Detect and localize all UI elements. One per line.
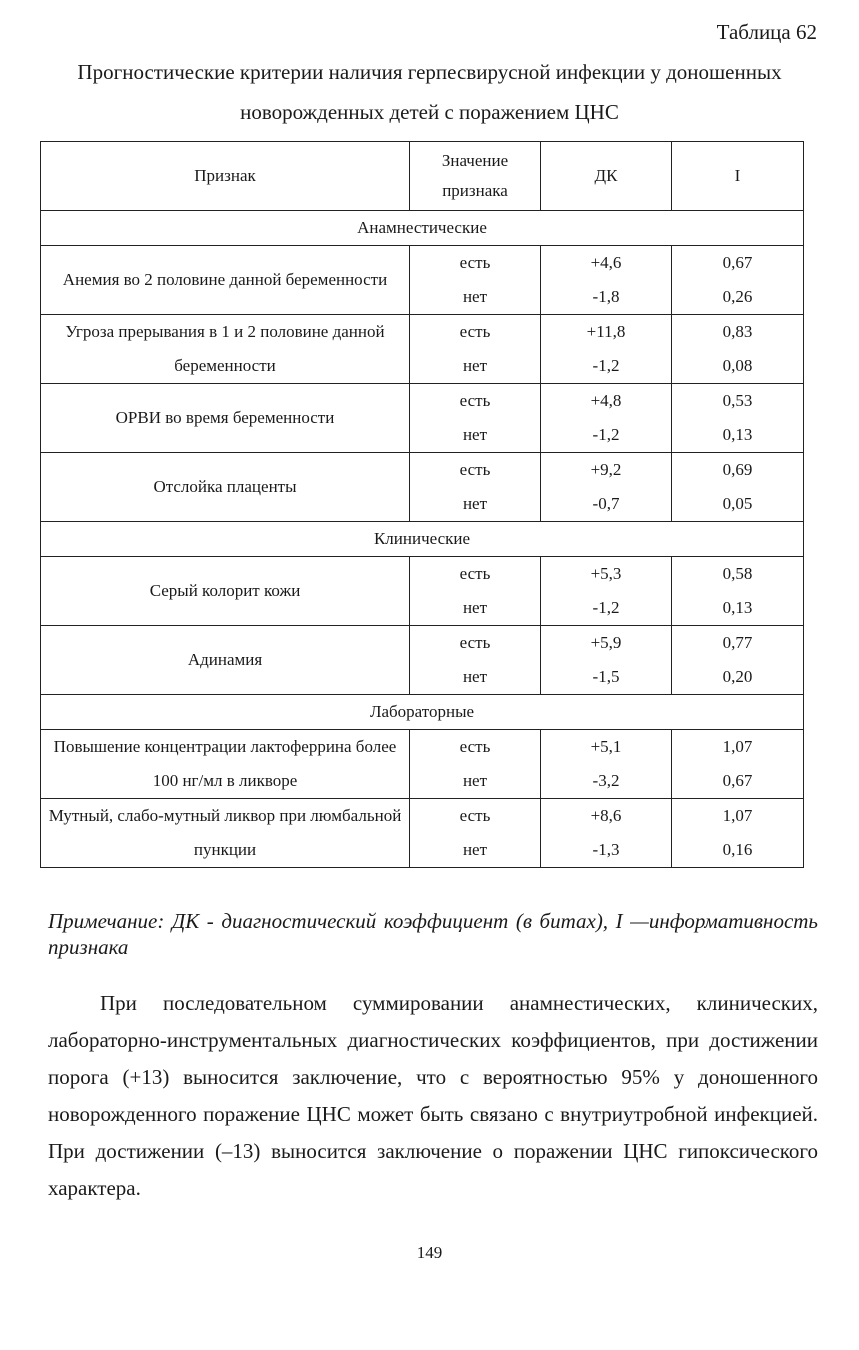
value-cell: есть [410,557,541,592]
table-row [41,626,804,661]
feature-cell: Серый колорит кожи [41,557,410,626]
value-cell: нет [410,280,541,315]
table-note: Примечание: ДК - диагностический коэффициент (в битах), I —информативность признака [48,909,818,959]
i-cell: 1,07 [672,730,804,765]
header-value [410,142,541,211]
table-body [41,211,804,868]
i-cell: 0,05 [672,487,804,522]
i-cell: 0,67 [672,246,804,281]
value-cell: есть [410,246,541,281]
i-cell: 0,13 [672,418,804,453]
value-cell: нет [410,418,541,453]
dk-cell: +9,2 [541,453,672,488]
feature-cell: Отслойка плаценты [41,453,410,522]
dk-cell: +4,6 [541,246,672,281]
table-row [41,557,804,592]
header-i: I [672,142,804,211]
value-cell: есть [410,453,541,488]
page-number: 149 [416,1243,443,1262]
i-cell: 0,69 [672,453,804,488]
group-heading: Клинические [41,522,804,557]
feature-cell: Мутный, слабо-мутный ликвор при люмбальной пункции [41,799,410,868]
i-cell: 0,83 [672,315,804,350]
group-row [41,522,804,557]
dk-cell: -1,8 [541,280,672,315]
value-cell: есть [410,626,541,661]
i-cell: 0,08 [672,349,804,384]
dk-cell: +5,1 [541,730,672,765]
value-cell: нет [410,764,541,799]
i-cell: 0,20 [672,660,804,695]
i-cell: 0,16 [672,833,804,868]
header-value-line2: признака [442,181,508,200]
body-paragraph: При последовательном суммировании анамнестических, клинических, лабораторно-инструментальных диагностических коэффициентов, при достижении порога (+13) выносится заключение, что с вероятностью 95% у доношенного новорожденного поражение ЦНС может быть связано с внутриутробной инфекцией. При достижении (–13) выносится заключение о поражении ЦНС гипоксического характера. [48,991,818,1200]
table-title: Прогностические критерии наличия герпесвирусной инфекции у доношенных новорожденных детей с поражением ЦНС [77,60,782,124]
feature-cell: Адинамия [41,626,410,695]
header-feature: Признак [41,142,410,211]
i-cell: 0,13 [672,591,804,626]
group-row [41,211,804,246]
dk-cell: -1,2 [541,591,672,626]
header-dk: ДК [541,142,672,211]
header-value-line1: Значение [441,151,509,170]
dk-cell: +8,6 [541,799,672,834]
dk-cell: -1,2 [541,349,672,384]
table-row [41,730,804,765]
table-row [41,799,804,834]
group-heading: Лабораторные [41,695,804,730]
value-cell: есть [410,799,541,834]
table-row [41,315,804,350]
value-cell: нет [410,591,541,626]
dk-cell: +5,3 [541,557,672,592]
value-cell: есть [410,315,541,350]
i-cell: 0,58 [672,557,804,592]
feature-cell: Анемия во 2 половине данной беременности [41,246,410,315]
table-row [41,384,804,419]
dk-cell: -1,3 [541,833,672,868]
table-label: Таблица 62 [716,20,817,44]
group-row [41,695,804,730]
dk-cell: -3,2 [541,764,672,799]
i-cell: 1,07 [672,799,804,834]
table-row [41,453,804,488]
criteria-table [40,141,804,868]
feature-cell: ОРВИ во время беременности [41,384,410,453]
group-heading: Анамнестические [41,211,804,246]
i-cell: 0,67 [672,764,804,799]
feature-cell: Повышение концентрации лактоферрина более 100 нг/мл в ликворе [41,730,410,799]
dk-cell: +5,9 [541,626,672,661]
dk-cell: -1,5 [541,660,672,695]
i-cell: 0,53 [672,384,804,419]
value-cell: есть [410,730,541,765]
value-cell: нет [410,349,541,384]
i-cell: 0,26 [672,280,804,315]
value-cell: нет [410,833,541,868]
table-row [41,246,804,281]
feature-cell: Угроза прерывания в 1 и 2 половине данной беременности [41,315,410,384]
dk-cell: -1,2 [541,418,672,453]
i-cell: 0,77 [672,626,804,661]
value-cell: есть [410,384,541,419]
header-row [41,142,804,211]
dk-cell: -0,7 [541,487,672,522]
value-cell: нет [410,487,541,522]
dk-cell: +11,8 [541,315,672,350]
dk-cell: +4,8 [541,384,672,419]
value-cell: нет [410,660,541,695]
